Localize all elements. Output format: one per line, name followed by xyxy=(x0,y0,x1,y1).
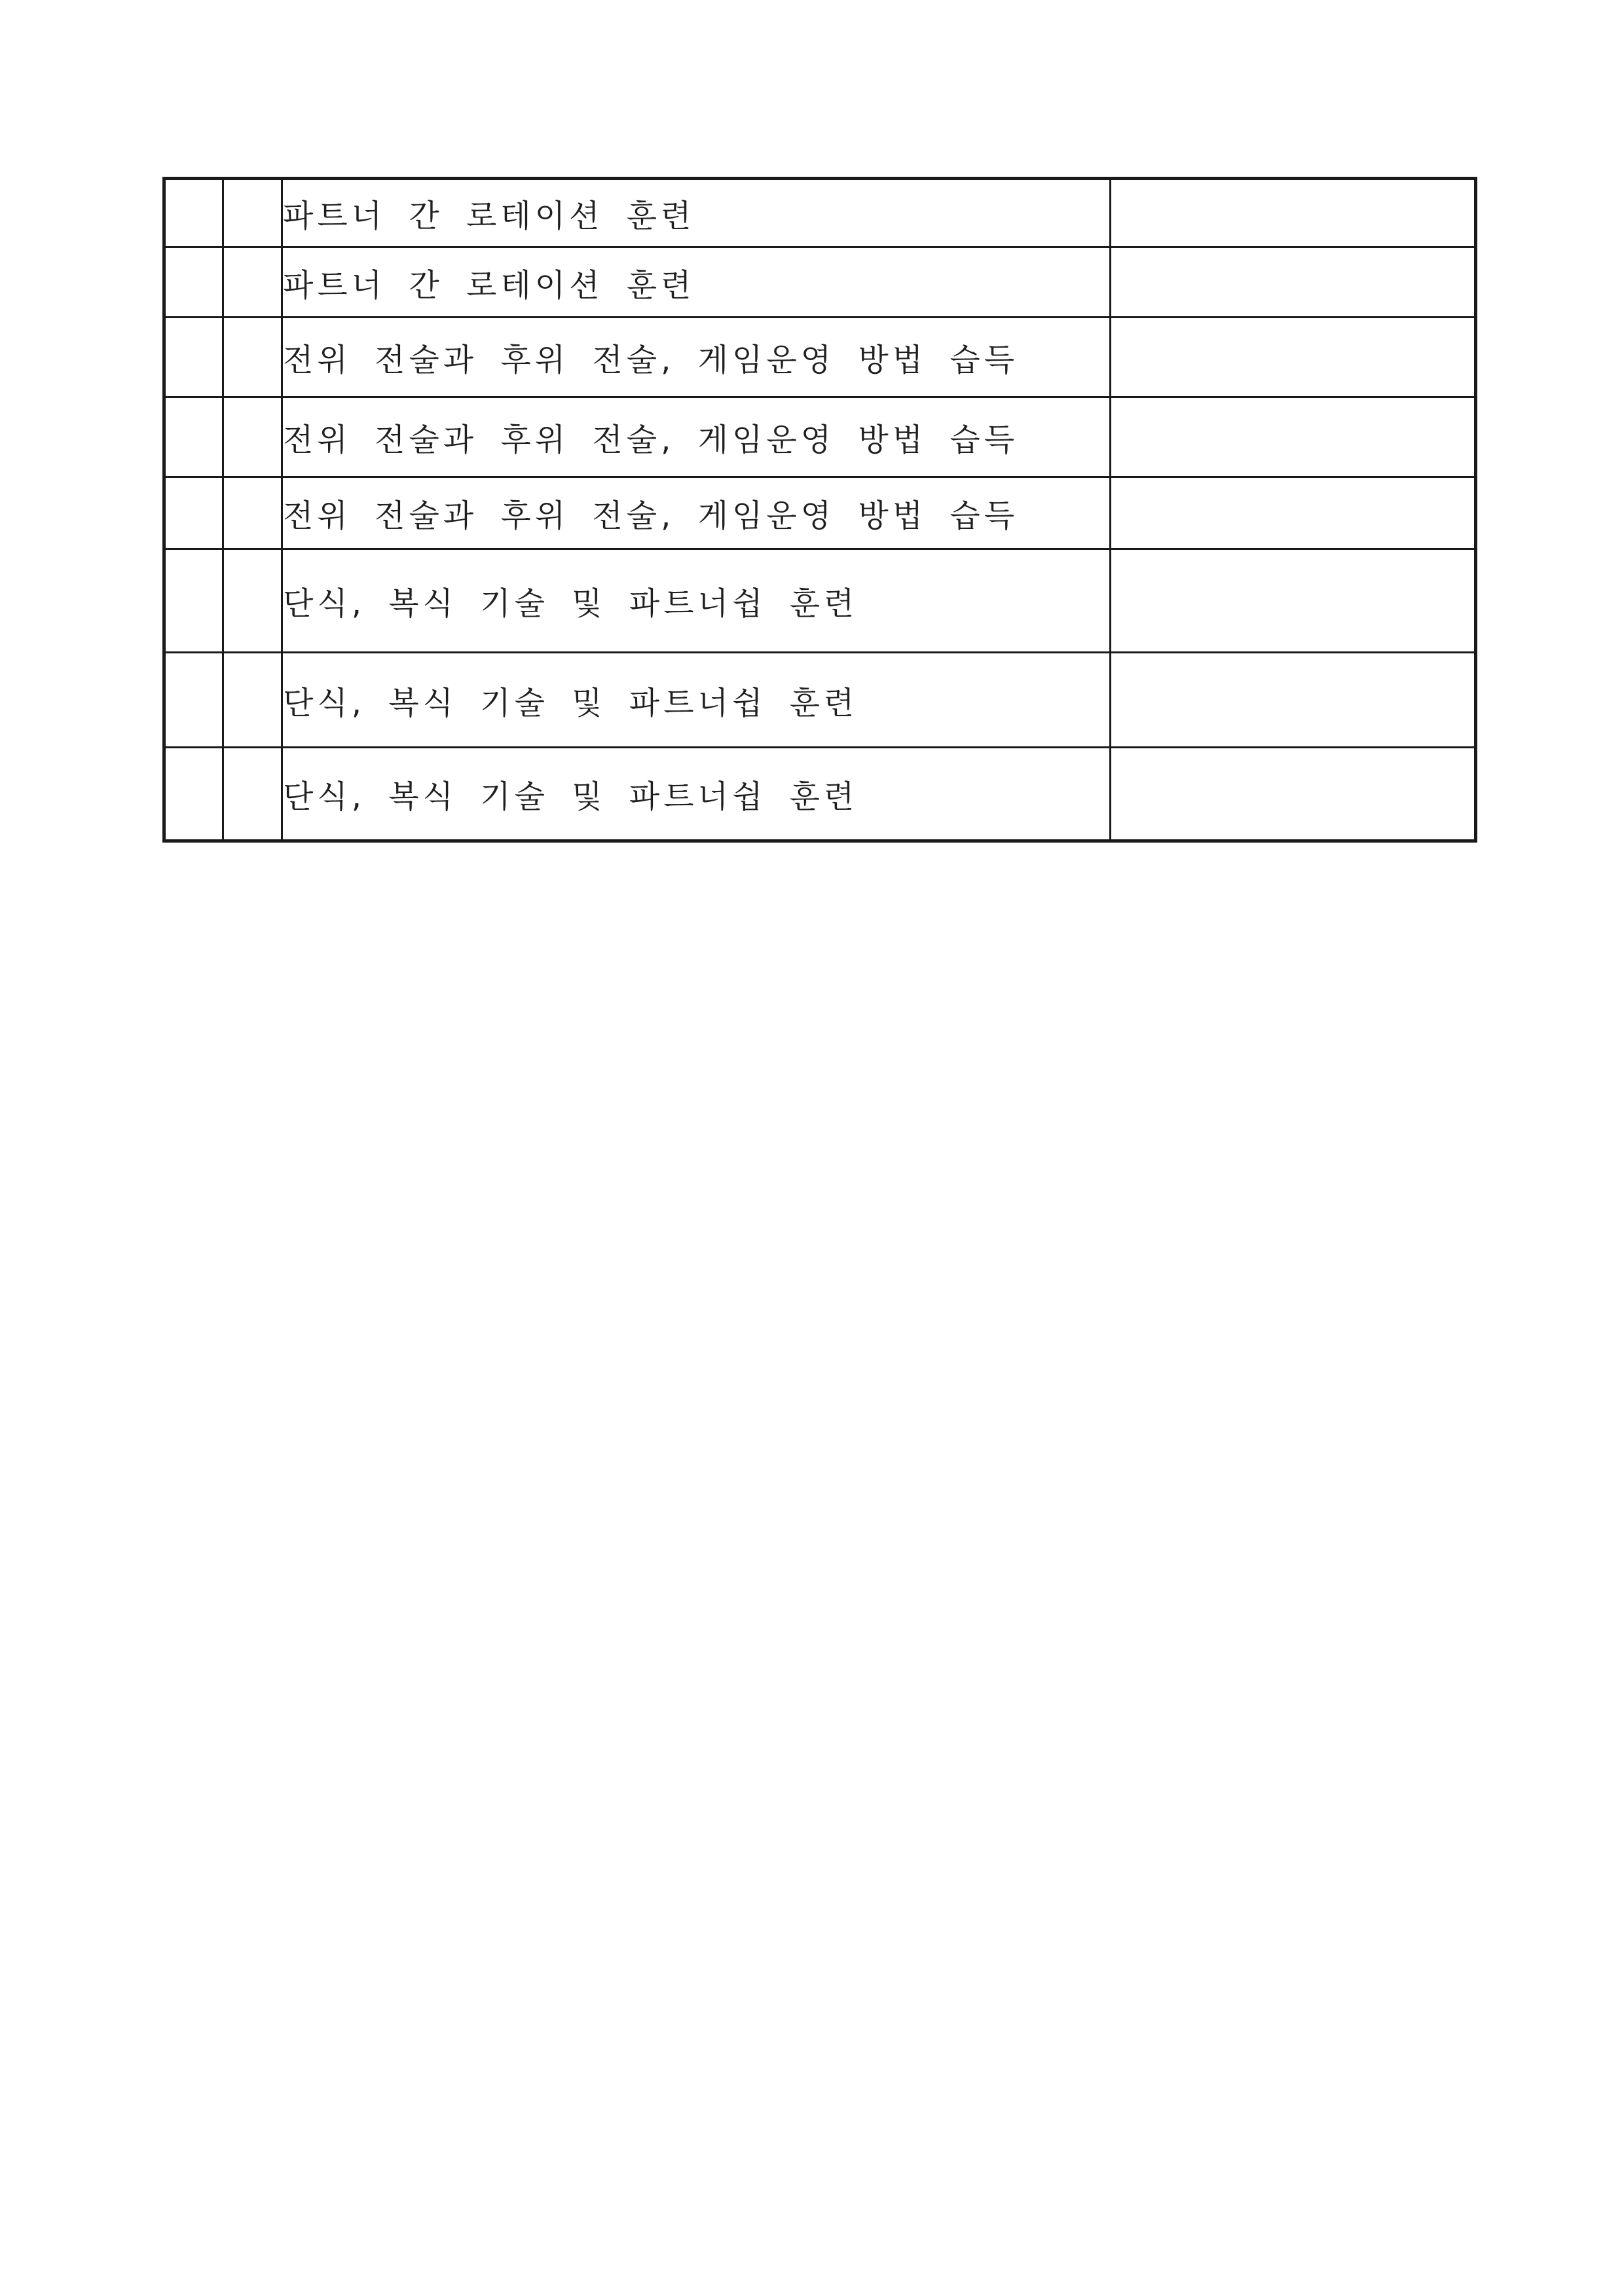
blank-cell xyxy=(164,247,223,318)
remarks-cell xyxy=(1111,318,1476,397)
training-content-cell: 단식, 복식 기술 및 파트너쉽 훈련 xyxy=(282,549,1111,653)
blank-cell xyxy=(164,653,223,748)
training-content-cell: 단식, 복식 기술 및 파트너쉽 훈련 xyxy=(282,653,1111,748)
blank-cell xyxy=(164,397,223,477)
table-row xyxy=(164,748,1476,841)
blank-cell xyxy=(164,748,223,841)
training-content-cell: 파트너 간 로테이션 훈련 xyxy=(282,247,1111,318)
training-content-cell: 파트너 간 로테이션 훈련 xyxy=(282,179,1111,247)
table-row xyxy=(164,477,1476,549)
table-row xyxy=(164,653,1476,748)
training-content-cell: 전위 전술과 후위 전술, 게임운영 방법 습득 xyxy=(282,397,1111,477)
blank-cell xyxy=(164,549,223,653)
blank-cell xyxy=(164,318,223,397)
blank-cell xyxy=(164,179,223,247)
training-content-cell: 전위 전술과 후위 전술, 게임운영 방법 습득 xyxy=(282,477,1111,549)
blank-cell xyxy=(223,318,282,397)
blank-cell xyxy=(223,748,282,841)
blank-cell xyxy=(223,397,282,477)
remarks-cell xyxy=(1111,247,1476,318)
blank-cell xyxy=(223,179,282,247)
remarks-cell xyxy=(1111,748,1476,841)
blank-cell xyxy=(223,247,282,318)
training-content-cell: 전위 전술과 후위 전술, 게임운영 방법 습득 xyxy=(282,318,1111,397)
blank-cell xyxy=(223,549,282,653)
blank-cell xyxy=(164,477,223,549)
table-row xyxy=(164,247,1476,318)
remarks-cell xyxy=(1111,397,1476,477)
training-content-cell: 단식, 복식 기술 및 파트너쉽 훈련 xyxy=(282,748,1111,841)
training-schedule-table xyxy=(162,177,1477,843)
table-row xyxy=(164,397,1476,477)
remarks-cell xyxy=(1111,549,1476,653)
table-row xyxy=(164,318,1476,397)
remarks-cell xyxy=(1111,653,1476,748)
table-row xyxy=(164,549,1476,653)
remarks-cell xyxy=(1111,477,1476,549)
blank-cell xyxy=(223,653,282,748)
remarks-cell xyxy=(1111,179,1476,247)
blank-cell xyxy=(223,477,282,549)
table-row xyxy=(164,179,1476,247)
